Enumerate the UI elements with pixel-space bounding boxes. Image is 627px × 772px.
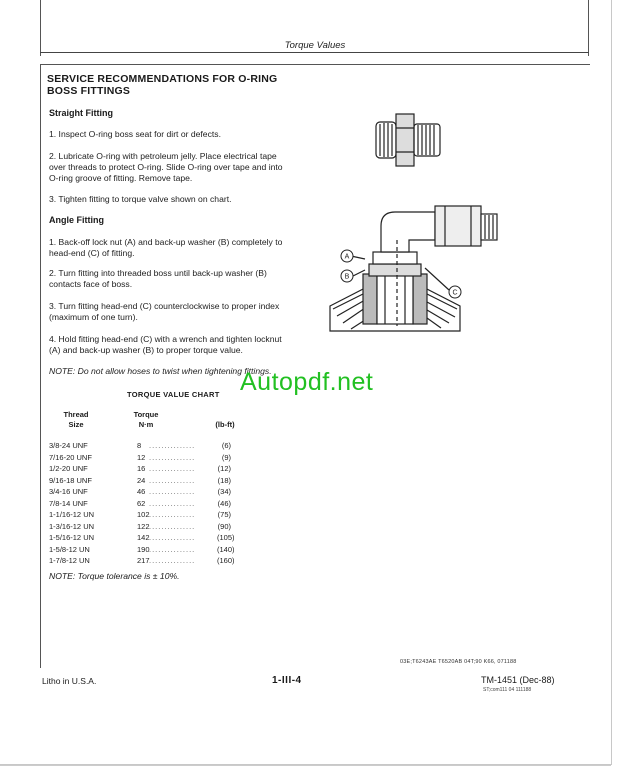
frame-left-line xyxy=(40,0,41,56)
leader-dots: ............... xyxy=(149,533,196,542)
torque-lbft-cell: (75) xyxy=(217,510,231,519)
torque-lbft-cell: (90) xyxy=(217,521,231,531)
footer-litho: Litho in U.S.A. xyxy=(42,676,97,686)
leader-dots: ............... xyxy=(149,487,196,496)
torque-lbft-cell: (140) xyxy=(217,544,235,554)
thread-size-cell: 1-7/8-12 UN xyxy=(49,556,90,565)
torque-nm-cell: 62 xyxy=(137,498,146,508)
torque-nm-cell: 122 xyxy=(137,521,150,531)
thread-size-cell: 7/8-14 UNF xyxy=(49,498,88,508)
straight-step-2: 2. Lubricate O-ring with petroleum jelly. Place electrical tape over threads to protect O-ring. Slide O-ring over tape and into O-ring groove of fitting. Remove tape. xyxy=(49,151,283,183)
torque-nm-cell: 12 xyxy=(137,452,146,462)
torque-lbft-cell: (105) xyxy=(217,533,235,542)
leader-dots: ............... xyxy=(149,452,196,462)
torque-nm-cell: 8 xyxy=(137,441,142,450)
note-hoses: NOTE: Do not allow hoses to twist when tightening fittings. xyxy=(49,366,272,376)
angle-step-1: 1. Back-off lock nut (A) and back-up washer (B) completely to head-end (C) of fitting. xyxy=(49,237,283,258)
thread-size-cell: 1-5/16-12 UN xyxy=(49,533,95,542)
leader-dots: ............... xyxy=(149,464,196,473)
watermark: Autopdf.net xyxy=(240,368,374,396)
table-row xyxy=(49,453,249,464)
angle-step-3: 3. Turn fitting head-end (C) counterclockwise to proper index (maximum of one turn). xyxy=(49,301,280,322)
footer-page-number: 1-III-4 xyxy=(272,675,302,686)
leader-dots: ............... xyxy=(149,498,196,508)
angle-step-4: 4. Hold fitting head-end (C) with a wrench and tighten locknut (A) and back-up washer (B) to proper torque value. xyxy=(49,334,282,355)
table-row xyxy=(49,464,249,475)
torque-nm-cell: 16 xyxy=(137,464,146,473)
angle-step-2: 2. Turn fitting into threaded boss until back-up washer (B) contacts face of boss. xyxy=(49,268,267,289)
table-row xyxy=(49,476,249,487)
torque-lbft-cell: (12) xyxy=(217,464,231,473)
callout-c: C xyxy=(452,289,458,297)
torque-lbft-cell: (9) xyxy=(221,452,231,462)
thread-size-cell: 1/2-20 UNF xyxy=(49,464,88,473)
torque-chart-title: TORQUE VALUE CHART xyxy=(127,390,220,399)
thread-size-cell: 1-1/16-12 UN xyxy=(49,510,95,519)
torque-lbft-cell: (6) xyxy=(221,441,231,450)
leader-dots: ............... xyxy=(149,510,196,519)
col-torque-nm: Torque N·m xyxy=(133,410,159,429)
torque-nm-cell: 190 xyxy=(137,544,150,554)
leader-dots: ............... xyxy=(149,475,196,485)
table-row xyxy=(49,487,249,498)
section-title: SERVICE RECOMMENDATIONS FOR O-RING BOSS FITTINGS xyxy=(47,73,278,97)
thread-size-cell: 7/16-20 UNF xyxy=(49,452,92,462)
table-row xyxy=(49,545,249,556)
thread-size-cell: 1-5/8-12 UN xyxy=(49,544,90,554)
table-row xyxy=(49,556,249,567)
table-row xyxy=(49,441,249,452)
table-row xyxy=(49,533,249,544)
torque-nm-cell: 217 xyxy=(137,556,150,565)
table-row xyxy=(49,510,249,521)
col-thread-size: Thread Size xyxy=(63,410,89,429)
page-header-title: Torque Values xyxy=(284,40,346,51)
footer-manual-id: TM-1451 (Dec-88) xyxy=(481,675,555,685)
torque-lbft-cell: (34) xyxy=(217,487,231,496)
leader-dots: ............... xyxy=(149,521,196,531)
straight-fitting-heading: Straight Fitting xyxy=(49,108,113,118)
leader-dots: ............... xyxy=(149,441,196,450)
table-row xyxy=(49,522,249,533)
frame-right-line xyxy=(588,0,589,56)
thread-size-cell: 3/8-24 UNF xyxy=(49,441,88,450)
torque-nm-cell: 24 xyxy=(137,475,146,485)
leader-dots: ............... xyxy=(149,556,196,565)
callout-b: B xyxy=(344,273,350,281)
angle-fitting-heading: Angle Fitting xyxy=(49,215,104,225)
torque-nm-cell: 142 xyxy=(137,533,150,542)
table-row xyxy=(49,499,249,510)
torque-lbft-cell: (46) xyxy=(217,498,231,508)
thread-size-cell: 3/4-16 UNF xyxy=(49,487,88,496)
straight-fitting-illustration xyxy=(370,110,450,170)
leader-dots: ............... xyxy=(149,544,196,554)
bottom-rule xyxy=(0,765,611,766)
footer-small-code: ST;com111 04 111188 xyxy=(483,687,532,693)
header-rule xyxy=(40,52,589,53)
callout-a: A xyxy=(344,253,350,261)
image-code-line: 03E;T6243AE T6520AB 04T;90 K66, 071188 xyxy=(400,659,517,665)
torque-nm-cell: 102 xyxy=(137,510,150,519)
straight-step-3: 3. Tighten fitting to torque valve shown on chart. xyxy=(49,194,232,204)
col-lbft: (lb-ft) xyxy=(215,420,235,429)
angle-fitting-illustration xyxy=(325,196,515,336)
thread-size-cell: 9/16-18 UNF xyxy=(49,475,92,485)
torque-lbft-cell: (18) xyxy=(217,475,231,485)
torque-lbft-cell: (160) xyxy=(217,556,235,565)
note-tolerance: NOTE: Torque tolerance is ± 10%. xyxy=(49,571,180,581)
thread-size-cell: 1-3/16-12 UN xyxy=(49,521,95,531)
torque-nm-cell: 46 xyxy=(137,487,146,496)
straight-step-1: 1. Inspect O-ring boss seat for dirt or defects. xyxy=(49,129,221,139)
